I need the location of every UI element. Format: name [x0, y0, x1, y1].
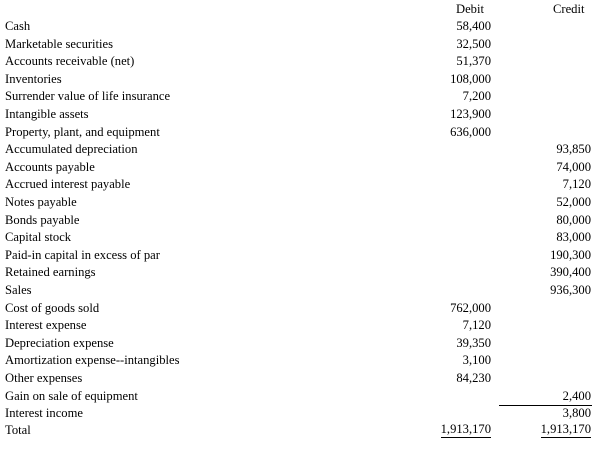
- table-row: [0, 247, 600, 264]
- debit-amount: 84,230: [456, 371, 491, 385]
- credit-amount: 93,850: [556, 142, 591, 157]
- account-label: Sales: [5, 283, 32, 297]
- debit-amount: 7,200: [462, 89, 491, 104]
- account-label: Amortization expense--intangibles: [5, 353, 180, 368]
- debit-amount: 3,100: [462, 353, 491, 368]
- table-row: [0, 370, 600, 387]
- table-row: [0, 71, 600, 88]
- account-label: Accrued interest payable: [5, 177, 131, 192]
- credit-amount: 390,400: [550, 265, 591, 280]
- debit-amount: 32,500: [456, 36, 491, 51]
- credit-column-header: Credit: [553, 2, 585, 16]
- account-label: Notes payable: [5, 195, 77, 209]
- table-row: [0, 317, 600, 334]
- total-row: [0, 422, 600, 439]
- total-label: Total: [5, 423, 31, 437]
- table-row: [0, 352, 600, 369]
- table-row: [0, 18, 600, 35]
- credit-subtotal-rule: [499, 405, 592, 406]
- table-row: [0, 141, 600, 158]
- table-row: [0, 124, 600, 141]
- account-label: Inventories: [5, 71, 62, 86]
- debit-amount: 636,000: [450, 124, 491, 139]
- table-row: [0, 176, 600, 193]
- account-label: Property, plant, and equipment: [5, 124, 160, 139]
- account-label: Gain on sale of equipment: [5, 388, 138, 403]
- table-row: [0, 335, 600, 352]
- debit-amount: 51,370: [456, 54, 491, 69]
- account-label: Cash: [5, 19, 31, 33]
- credit-amount: 80,000: [556, 212, 591, 227]
- credit-amount: 7,120: [562, 177, 591, 192]
- account-label: Cost of goods sold: [5, 300, 100, 315]
- account-label: Interest expense: [5, 318, 87, 333]
- account-label: Intangible assets: [5, 107, 89, 121]
- account-label: Depreciation expense: [5, 335, 114, 350]
- debit-amount: 123,900: [450, 107, 491, 121]
- account-label: Bonds payable: [5, 212, 80, 227]
- account-label: Interest income: [5, 406, 83, 421]
- table-row: [0, 159, 600, 176]
- debit-amount: 762,000: [450, 300, 491, 315]
- account-label: Accounts receivable (net): [5, 54, 135, 69]
- account-label: Accounts payable: [5, 159, 95, 174]
- table-row: [0, 229, 600, 246]
- debit-column-header: Debit: [456, 2, 484, 16]
- credit-amount: 83,000: [556, 230, 591, 245]
- debit-amount: 7,120: [462, 318, 491, 333]
- account-label: Surrender value of life insurance: [5, 89, 171, 104]
- table-row: [0, 53, 600, 70]
- account-label: Retained earnings: [5, 265, 96, 280]
- table-row: [0, 194, 600, 211]
- account-label: Other expenses: [5, 371, 83, 385]
- account-label: Accumulated depreciation: [5, 142, 138, 157]
- credit-amount: 74,000: [556, 159, 591, 174]
- credit-amount: 2,400: [562, 388, 591, 403]
- table-row: [0, 212, 600, 229]
- table-row: [0, 264, 600, 281]
- account-label: Paid-in capital in excess of par: [5, 247, 160, 262]
- credit-amount: 936,300: [550, 283, 591, 297]
- table-row: [0, 88, 600, 105]
- account-label: Capital stock: [5, 230, 72, 245]
- table-row: [0, 300, 600, 317]
- debit-amount: 58,400: [456, 19, 491, 33]
- account-label: Marketable securities: [5, 36, 114, 51]
- table-row: [0, 282, 600, 299]
- table-row: [0, 106, 600, 123]
- total-debit: 1,913,170: [440, 422, 491, 436]
- table-row: [0, 36, 600, 53]
- debit-amount: 108,000: [450, 71, 491, 86]
- table-row: [0, 388, 600, 405]
- credit-amount: 3,800: [562, 406, 591, 421]
- total-credit: 1,913,170: [540, 422, 591, 436]
- debit-amount: 39,350: [456, 335, 491, 350]
- table-row: [0, 405, 600, 422]
- credit-amount: 190,300: [550, 247, 591, 262]
- credit-amount: 52,000: [556, 195, 591, 209]
